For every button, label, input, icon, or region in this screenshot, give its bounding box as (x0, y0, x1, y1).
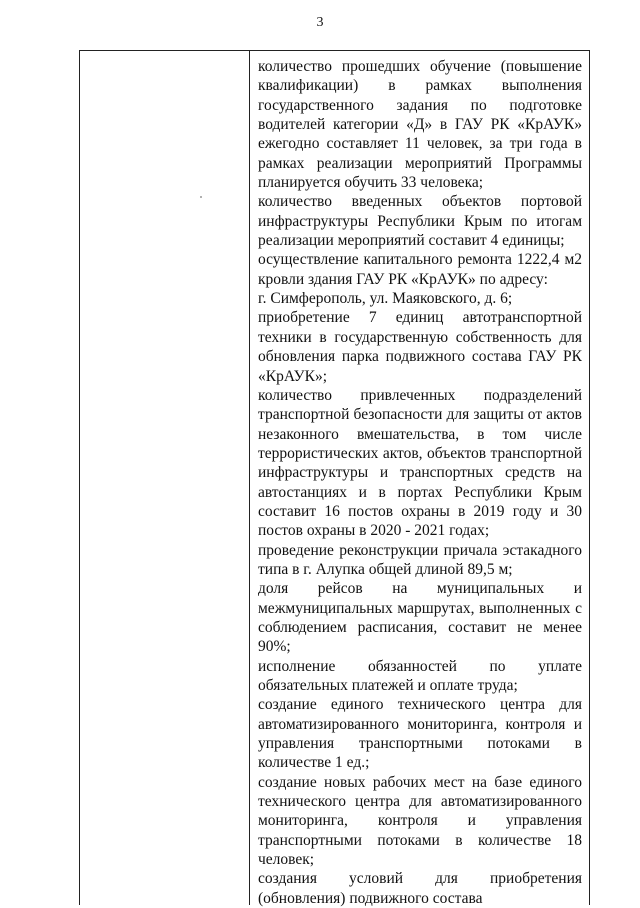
page-number: 3 (316, 15, 324, 30)
program-table (79, 50, 590, 905)
table-left-cell (80, 51, 250, 905)
paragraph-roof-repair: осуществление капитального ремонта 1222,4 м2 кровли здания ГАУ РК «КрАУК» по адресу: (258, 251, 582, 288)
paragraph-training-drivers: количество прошедших обучение (повышение квалификации) в рамках выполнения государственного задания по подготовке водителей категории «Д» в ГАУ РК «КрАУК» ежегодно составляет 11 человек, за три года в рамках реализации мероприятий Программы планируется обучить 33 человека; (258, 58, 582, 192)
paragraph-mandatory-payments: исполнение обязанностей по уплате обязательных платежей и оплате труда; (258, 657, 582, 694)
paragraph-pier-reconstruction: проведение реконструкции причала эстакадного типа в г. Алупка общей длиной 89,5 м; (258, 541, 582, 578)
paragraph-technical-center: создание единого технического центра для автоматизированного мониторинга, контроля и управления транспортными потоками в количестве 1 ед.; (258, 696, 582, 772)
paragraph-port-infrastructure: количество введенных объектов портовой инфраструктуры Республики Крым по итогам реализации мероприятий составит 4 единицы; (258, 193, 582, 250)
table-right-cell (250, 51, 589, 905)
paragraph-schedule-share: доля рейсов на муниципальных и межмуниципальных маршрутах, выполненных с соблюдением расписания, составит не менее 90%; (258, 580, 582, 656)
paragraph-transport-security: количество привлеченных подразделений транспортной безопасности для защиты от актов незаконного вмешательства, в том числе террористических актов, объектов транспортной инфраструктуры и транспортных средств на автостанциях и в портах Республики Крым составит 16 постов охраны в 2019 году и 30 постов охраны в 2020 - 2021 годах; (258, 386, 582, 540)
paragraph-rolling-stock: создания условий для приобретения (обновления) подвижного состава (258, 870, 582, 907)
paragraph-vehicle-purchase: приобретение 7 единиц автотранспортной техники в государственную собственность для обновления парка подвижного состава ГАУ РК «КрАУК»; (258, 309, 582, 385)
paragraph-new-jobs: создание новых рабочих мест на базе единого технического центра для автоматизированного мониторинга, контроля и управления транспортными потоками в количестве 18 человек; (258, 773, 582, 869)
scan-speck (200, 196, 202, 198)
paragraph-address: г. Симферополь, ул. Маяковского, д. 6; (258, 290, 513, 308)
